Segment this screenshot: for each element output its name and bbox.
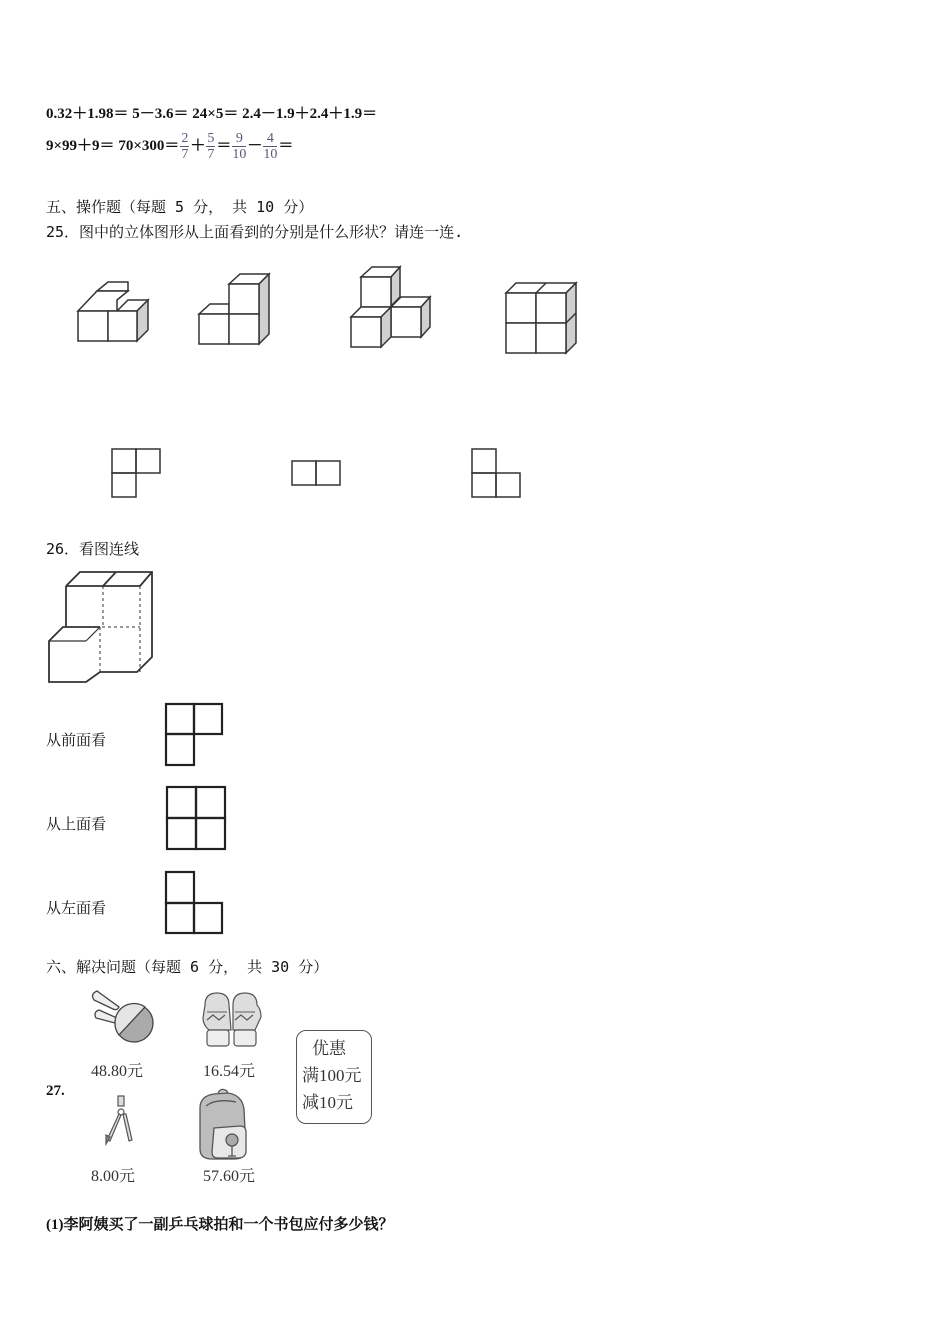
view-label-front: 从前面看	[46, 731, 107, 749]
question-25: 25．图中的立体图形从上面看到的分别是什么形状？请连一连.	[46, 223, 464, 241]
fraction: $\frac{5}{7}$	[207, 131, 215, 162]
fraction: $\frac{2}{7}$	[181, 131, 189, 162]
fraction: $\frac{9}{10}$	[232, 131, 247, 162]
price-compass: 8.00元	[91, 1168, 136, 1185]
price-backpack: 57.60元	[203, 1168, 256, 1185]
price-paddle: 48.80元	[91, 1063, 144, 1080]
calc-item: 70×300＝	[118, 137, 180, 154]
view-label-left: 从左面看	[46, 899, 107, 917]
mittens-icon	[203, 993, 261, 1046]
compass-icon	[106, 1096, 132, 1144]
price-mittens: 16.54元	[203, 1063, 256, 1080]
items-illustration	[0, 0, 400, 1180]
promo-line-2: 减10元	[302, 1093, 353, 1112]
equals-sign: ＝	[278, 137, 294, 154]
backpack-icon	[200, 1089, 246, 1159]
equals-sign: ＝	[216, 137, 232, 154]
section-5-heading: 五、操作题（每题 5 分， 共 10 分）	[46, 198, 314, 216]
solid-4	[506, 283, 576, 353]
promo-title: 优惠	[312, 1039, 346, 1058]
minus-sign: －	[247, 137, 263, 154]
question-27-number: 27.	[46, 1083, 65, 1099]
promo-box	[296, 1030, 372, 1124]
calc-item: 9×99＋9＝	[46, 137, 115, 154]
view-label-top: 从上面看	[46, 815, 107, 833]
promo-line-1: 满100元	[302, 1066, 362, 1085]
calc-item: 5－3.6＝	[132, 106, 189, 122]
section-6-heading: 六、解决问题（每题 6 分， 共 30 分）	[46, 958, 329, 976]
plus-sign: ＋	[190, 137, 206, 154]
calc-item: 0.32＋1.98＝	[46, 106, 129, 122]
top-view-3	[472, 449, 520, 497]
question-26: 26．看图连线	[46, 540, 140, 558]
sub-question-1: (1)李阿姨买了一副乒乓球拍和一个书包应付多少钱？	[46, 1217, 394, 1233]
fraction: $\frac{4}{10}$	[263, 131, 278, 162]
calc-item: 2.4－1.9＋2.4＋1.9＝	[242, 106, 378, 122]
ping-pong-paddle-icon	[93, 991, 153, 1042]
calc-item: 24×5＝	[192, 106, 239, 122]
